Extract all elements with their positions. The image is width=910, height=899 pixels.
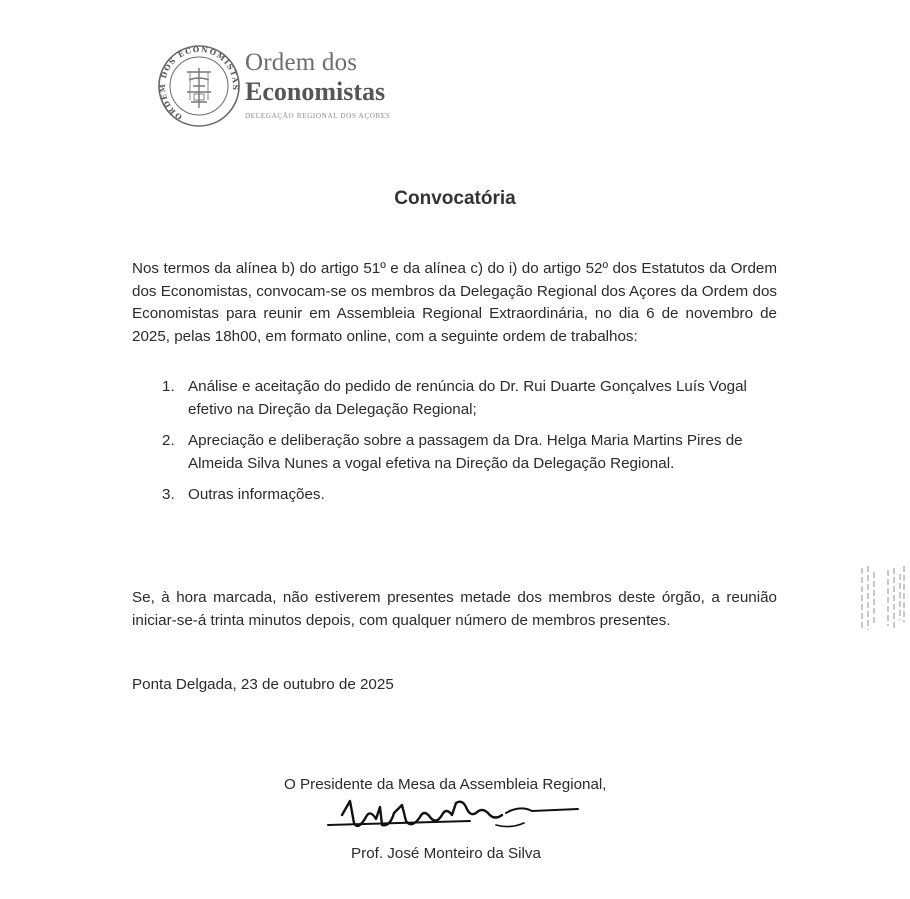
quorum-paragraph: Se, à hora marcada, não estiverem presentes metade dos membros deste órgão, a reunião iniciar-se-á trinta minutos depois, com qualquer número de membros presentes. bbox=[132, 589, 777, 629]
scan-artifact bbox=[858, 562, 908, 632]
seal-icon bbox=[157, 42, 241, 134]
svg-text:ORDEM DOS ECONOMISTAS: ORDEM DOS ECONOMISTAS bbox=[157, 44, 241, 122]
agenda-item-number: 3. bbox=[162, 486, 175, 504]
agenda-item bbox=[132, 430, 777, 475]
document-title: Convocatória bbox=[394, 188, 516, 209]
place-date: Ponta Delgada, 23 de outubro de 2025 bbox=[132, 676, 394, 693]
agenda-item-number: 1. bbox=[162, 378, 175, 395]
org-name-line2: Economistas bbox=[245, 77, 386, 106]
signatory-title: O Presidente da Mesa da Assembleia Regional, bbox=[284, 776, 607, 793]
agenda-list bbox=[132, 376, 777, 507]
intro-paragraph: Nos termos da alínea b) do artigo 51º e da alínea c) do i) do artigo 52º dos Estatutos da Ordem dos Economistas, convocam-se os membros da Delegação Regional dos Açores da Ordem dos Economistas para reunir em Assembleia Regional Extraordinária, no dia 6 de novembro de 2025, pelas 18h00, em formato online, com a seguinte ordem de trabalhos: bbox=[132, 260, 777, 345]
agenda-item bbox=[132, 376, 777, 421]
agenda-item-number: 2. bbox=[162, 432, 175, 450]
agenda-item-text: Outras informações. bbox=[188, 486, 325, 504]
agenda-item-text: Análise e aceitação do pedido de renúncia do Dr. Rui Duarte Gonçalves Luís Vogal efetivo na Direção da Delegação Regional; bbox=[188, 378, 747, 418]
agenda-item bbox=[132, 484, 777, 507]
org-subtitle: DELEGAÇÃO REGIONAL DOS AÇORES bbox=[245, 112, 391, 120]
org-name-line1: Ordem dos bbox=[245, 49, 358, 76]
handwritten-signature bbox=[320, 795, 590, 845]
agenda-item-text: Apreciação e deliberação sobre a passagem da Dra. Helga Maria Martins Pires de Almeida Silva Nunes a vogal efetiva na Direção da Delegação Regional. bbox=[188, 432, 743, 472]
signatory-name: Prof. José Monteiro da Silva bbox=[351, 845, 541, 862]
org-logo bbox=[157, 42, 417, 134]
